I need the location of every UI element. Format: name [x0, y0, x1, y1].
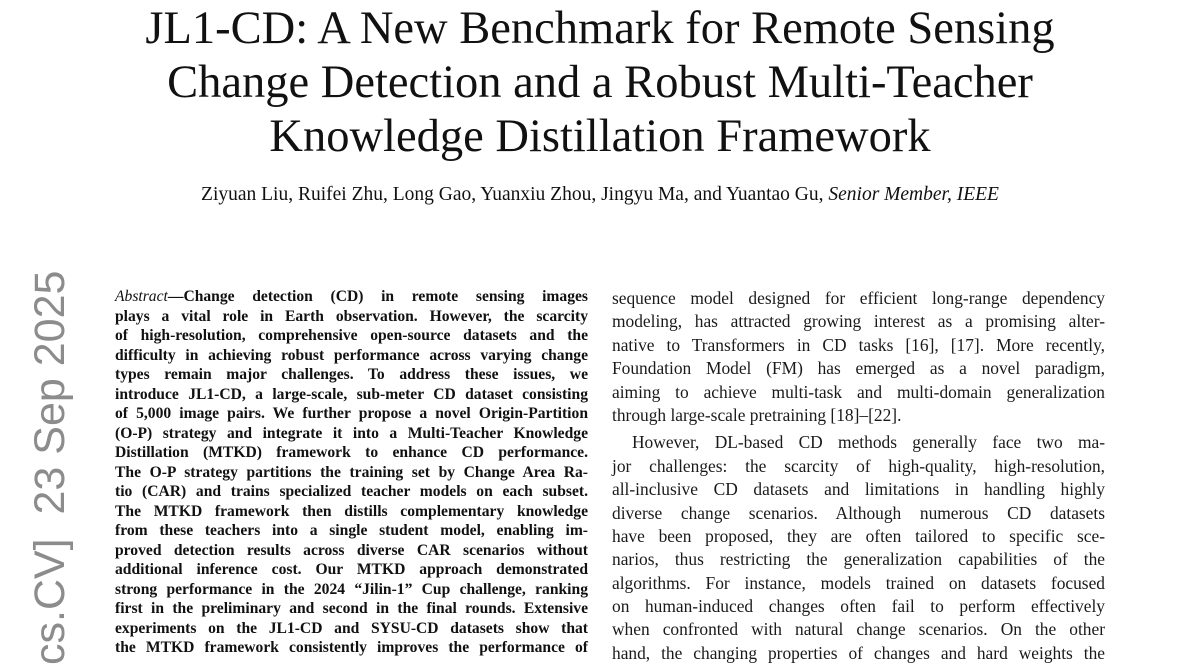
arxiv-side-stamp: cs.CV] 23 Sep 2025 — [26, 270, 74, 665]
abstract-line: proved detection results across diverse CAR scenarios without — [115, 541, 588, 559]
abstract-line: additional inference cost. Our MTKD approach demonstrated — [115, 561, 588, 578]
body-column — [612, 287, 1105, 665]
body-line: have been proposed, they are often tailored to specific sce- — [612, 525, 1105, 546]
body-line: modeling, has attracted growing interest as a promising alter- — [612, 311, 1105, 332]
abstract-line: experiments on the JL1-CD and SYSU-CD datasets show that — [115, 619, 588, 637]
body-line: hand, the changing properties of changes and hard weights the — [612, 642, 1105, 663]
abstract-first-text: Change detection (CD) in remote sensing images — [183, 288, 588, 305]
body-line: algorithms. For instance, models trained on datasets focused — [612, 572, 1105, 593]
abstract-line: introduce JL1-CD, a large-scale, sub-meter CD dataset consisting — [115, 385, 588, 403]
body-line: diverse change scenarios. Although numerous CD datasets — [612, 502, 1105, 523]
body-line: all-inclusive CD datasets and limitations in handling highly — [612, 479, 1105, 500]
abstract-column — [115, 287, 588, 658]
abstract-line: types remain major challenges. To address these issues, we — [115, 366, 588, 383]
abstract-line: The O-P strategy partitions the training set by Change Area Ra- — [115, 463, 588, 481]
body-line: on human-induced changes often fail to perform effectively — [612, 596, 1105, 617]
body-line: However, DL-based CD methods generally face two ma- — [632, 432, 1105, 453]
body-line: native to Transformers in CD tasks [16], [17]. More recently, — [612, 334, 1105, 355]
body-line: when confronted with natural change scenarios. On the other — [612, 619, 1105, 640]
abstract-line: plays a vital role in Earth observation. However, the scarcity — [115, 307, 588, 325]
abstract-line: of high-resolution, comprehensive open-source datasets and the — [115, 327, 588, 344]
title-line: Knowledge Distillation Framework — [269, 111, 931, 162]
body-line: jor challenges: the scarcity of high-quality, high-resolution, — [612, 455, 1105, 476]
abstract-line — [115, 287, 588, 307]
paper-title — [60, 2, 1140, 164]
abstract-dash: — — [167, 288, 184, 305]
abstract-line: strong performance in the 2024 “Jilin-1” Cup challenge, ranking — [115, 580, 588, 598]
abstract-line: (O-P) strategy and integrate it into a Multi-Teacher Knowledge — [115, 424, 588, 442]
abstract-label: Abstract — [115, 288, 168, 305]
abstract-line: Distillation (MTKD) framework to enhance CD performance. — [115, 444, 588, 461]
abstract-line: first in the preliminary and second in the final rounds. Extensive — [115, 600, 588, 617]
title-line: JL1-CD: A New Benchmark for Remote Sensing — [145, 3, 1055, 54]
abstract-line: of 5,000 image pairs. We further propose a novel Origin-Partition — [115, 405, 588, 422]
author-names: Ziyuan Liu, Ruifei Zhu, Long Gao, Yuanxiu Zhou, Jingyu Ma, and Yuantao Gu, — [201, 184, 824, 205]
abstract-line: tio (CAR) and trains specialized teacher models on each subset. — [115, 483, 588, 500]
body-line: narios, thus restricting the generalization capabilities of the — [612, 549, 1105, 570]
body-line: sequence model designed for efficient long-range dependency — [612, 288, 1105, 308]
abstract-line: The MTKD framework then distills complementary knowledge — [115, 502, 588, 520]
body-line: Foundation Model (FM) has emerged as a novel paradigm, — [612, 358, 1105, 379]
author-list — [60, 182, 1140, 208]
author-member-title: Senior Member, IEEE — [828, 184, 999, 205]
abstract-line: from these teachers into a single student model, enabling im- — [115, 522, 588, 539]
body-line: through large-scale pretraining [18]–[22]. — [612, 404, 902, 425]
title-line: Change Detection and a Robust Multi-Teacher — [167, 57, 1033, 108]
abstract-line: the MTKD framework consistently improves the performance of — [115, 639, 588, 656]
body-line: aiming to achieve multi-task and multi-domain generalization — [612, 381, 1105, 402]
abstract-line: difficulty in achieving robust performance across varying change — [115, 346, 588, 364]
